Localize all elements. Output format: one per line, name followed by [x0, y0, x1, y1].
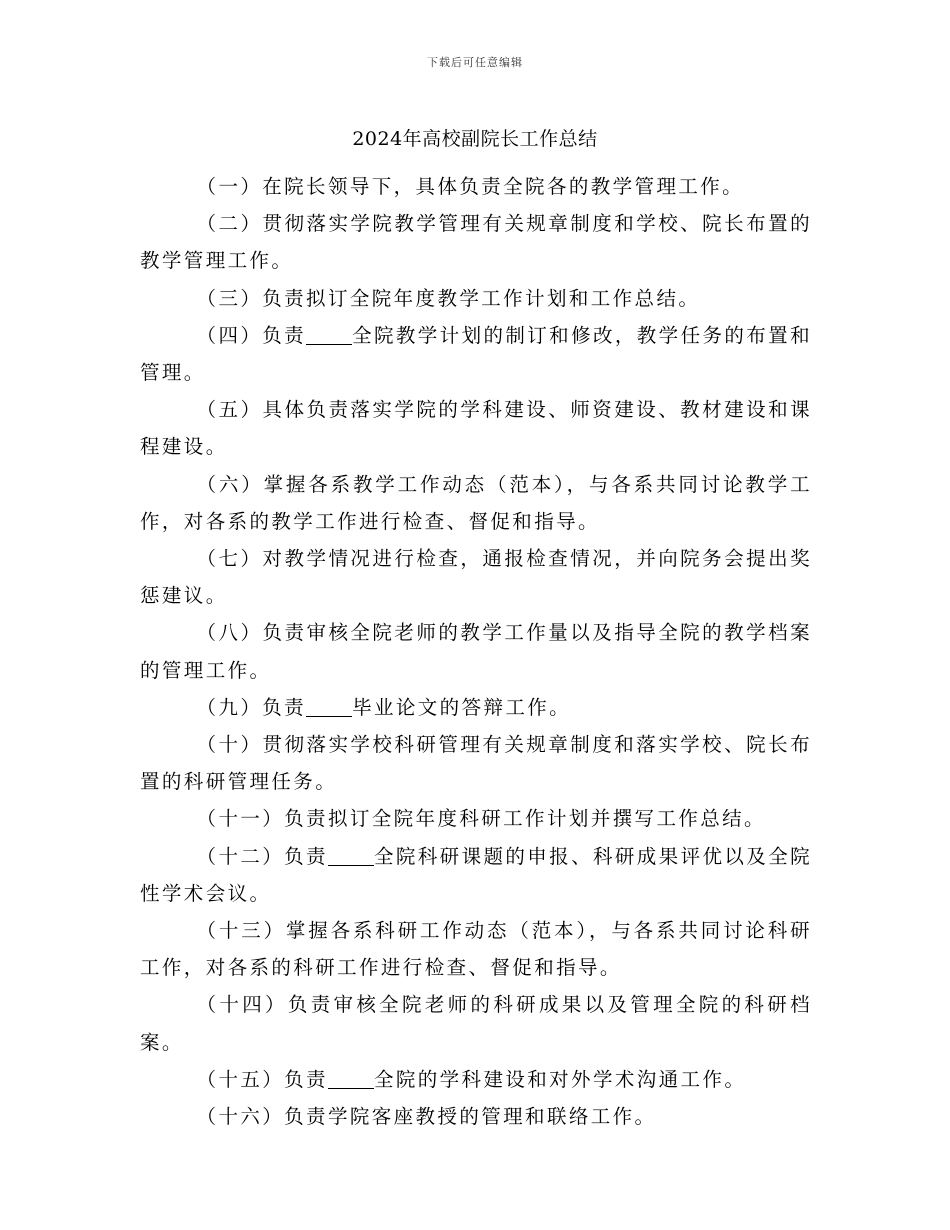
document-body [140, 168, 812, 1135]
paragraph: （三）负责拟订全院年度教学工作计划和工作总结。 [196, 286, 701, 310]
paragraph: （十二）负责 全院科研课题的申报、科研成果评优以及全院性学术会议。 [140, 844, 812, 905]
paragraph: （九）负责 毕业论文的答辩工作。 [196, 695, 572, 719]
paragraph: （十六）负责学院客座教授的管理和联络工作。 [196, 1105, 657, 1129]
paragraph: （六）掌握各系教学工作动态（范本），与各系共同讨论教学工作，对各系的教学工作进行检查、督促和指导。 [140, 472, 812, 533]
paragraph: （八）负责审核全院老师的教学工作量以及指导全院的教学档案的管理工作。 [140, 621, 812, 682]
paragraph: （五）具体负责落实学院的学科建设、师资建设、教材建设和课程建设。 [140, 398, 812, 459]
paragraph: （四）负责 全院教学计划的制订和修改，教学任务的布置和管理。 [140, 323, 812, 385]
header-note: 下载后可任意编辑 [427, 56, 523, 69]
fill-in-blank [306, 324, 352, 345]
document-title: 2024年高校副院长工作总结 [352, 128, 598, 150]
fill-in-blank [306, 696, 352, 717]
fill-in-blank [328, 1068, 374, 1089]
fill-in-blank [328, 845, 374, 866]
paragraph: （十三）掌握各系科研工作动态（范本），与各系共同讨论科研工作，对各系的科研工作进行检查、督促和指导。 [140, 919, 812, 980]
paragraph: （一）在院长领导下，具体负责全院各的教学管理工作。 [196, 175, 745, 198]
paragraph: （十五）负责 全院的学科建设和对外学术沟通工作。 [196, 1067, 747, 1091]
paragraph: （二）贯彻落实学院教学管理有关规章制度和学校、院长布置的教学管理工作。 [140, 212, 812, 273]
paragraph: （十）贯彻落实学校科研管理有关规章制度和落实学校、院长布置的科研管理任务。 [140, 733, 812, 794]
paragraph: （七）对教学情况进行检查，通报检查情况，并向院务会提出奖惩建议。 [140, 547, 812, 608]
paragraph: （十四）负责审核全院老师的科研成果以及管理全院的科研档案。 [140, 993, 812, 1054]
paragraph: （十一）负责拟订全院年度科研工作计划并撰写工作总结。 [196, 807, 766, 831]
